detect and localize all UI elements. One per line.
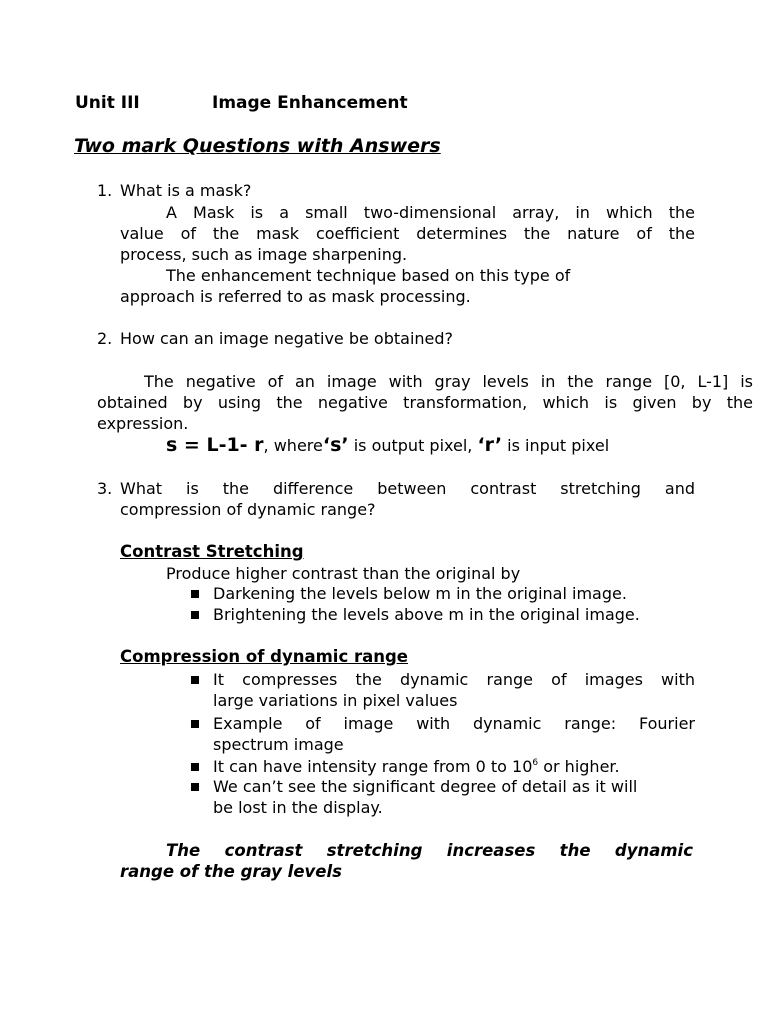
bullet-icon [191,783,199,791]
contrast-bullet-1: Darkening the levels below m in the original image. [213,584,627,603]
answer-2-line-1: The negative of an image with gray levels in the range [0, L-1] is [144,372,753,391]
compression-bullet-2-line-2: spectrum image [213,735,344,754]
compression-bullet-1-line-1: It compresses the dynamic range of images with [213,670,695,689]
bullet-icon [191,590,199,598]
compression-bullet-3 [213,757,620,776]
exponent: 6 [532,758,539,768]
question-3-line-1: What is the difference between contrast stretching and [120,479,695,498]
compression-bullet-2-line-1: Example of image with dynamic range: Fourier [213,714,695,733]
answer-1-line-3: process, such as image sharpening. [120,245,408,264]
contrast-stretching-heading: Contrast Stretching [120,542,304,561]
formula-s-symbol: ‘s’ [322,434,349,456]
formula-s-desc: is output pixel, [348,436,478,455]
question-1-number: 1. [97,181,113,200]
answer-2-line-3: expression. [97,414,189,433]
contrast-stretching-intro: Produce higher contrast than the original by [166,564,521,583]
formula-r-desc: is input pixel [502,436,610,455]
compression-bullet-3-tail: or higher. [538,757,620,776]
formula-where: , where [263,436,323,455]
answer-1-line-2: value of the mask coefficient determines the nature of the [120,224,695,243]
question-1-text: What is a mask? [120,181,252,200]
conclusion-line-1: The contrast stretching increases the dynamic [166,841,693,860]
answer-1-line-5: approach is referred to as mask processing. [120,287,471,306]
question-3-line-2: compression of dynamic range? [120,500,376,519]
answer-1-line-1: A Mask is a small two-dimensional array, in which the [166,203,695,222]
negative-formula: s = L-1- r [166,434,264,456]
compression-bullet-1-line-2: large variations in pixel values [213,691,458,710]
answer-1-line-4: The enhancement technique based on this type of [166,266,571,285]
answer-2-line-2: obtained by using the negative transformation, which is given by the [97,393,753,412]
formula-r-symbol: ‘r’ [477,434,503,456]
bullet-icon [191,720,199,728]
unit-label: Unit III [75,93,140,113]
section-title: Two mark Questions with Answers [74,135,441,157]
compression-bullet-4-line-1: We can’t see the significant degree of detail as it will [213,777,638,796]
question-2-text: How can an image negative be obtained? [120,329,454,348]
bullet-icon [191,763,199,771]
compression-heading: Compression of dynamic range [120,647,409,666]
question-3-number: 3. [97,479,113,498]
compression-bullet-4-line-2: be lost in the display. [213,798,383,817]
bullet-icon [191,676,199,684]
compression-bullet-3-text: It can have intensity range from 0 to 10 [213,757,533,776]
question-2-number: 2. [97,329,113,348]
negative-formula-line [166,434,609,456]
contrast-bullet-2: Brightening the levels above m in the original image. [213,605,640,624]
document-title: Image Enhancement [212,93,408,113]
conclusion-line-2: range of the gray levels [120,862,342,881]
bullet-icon [191,611,199,619]
